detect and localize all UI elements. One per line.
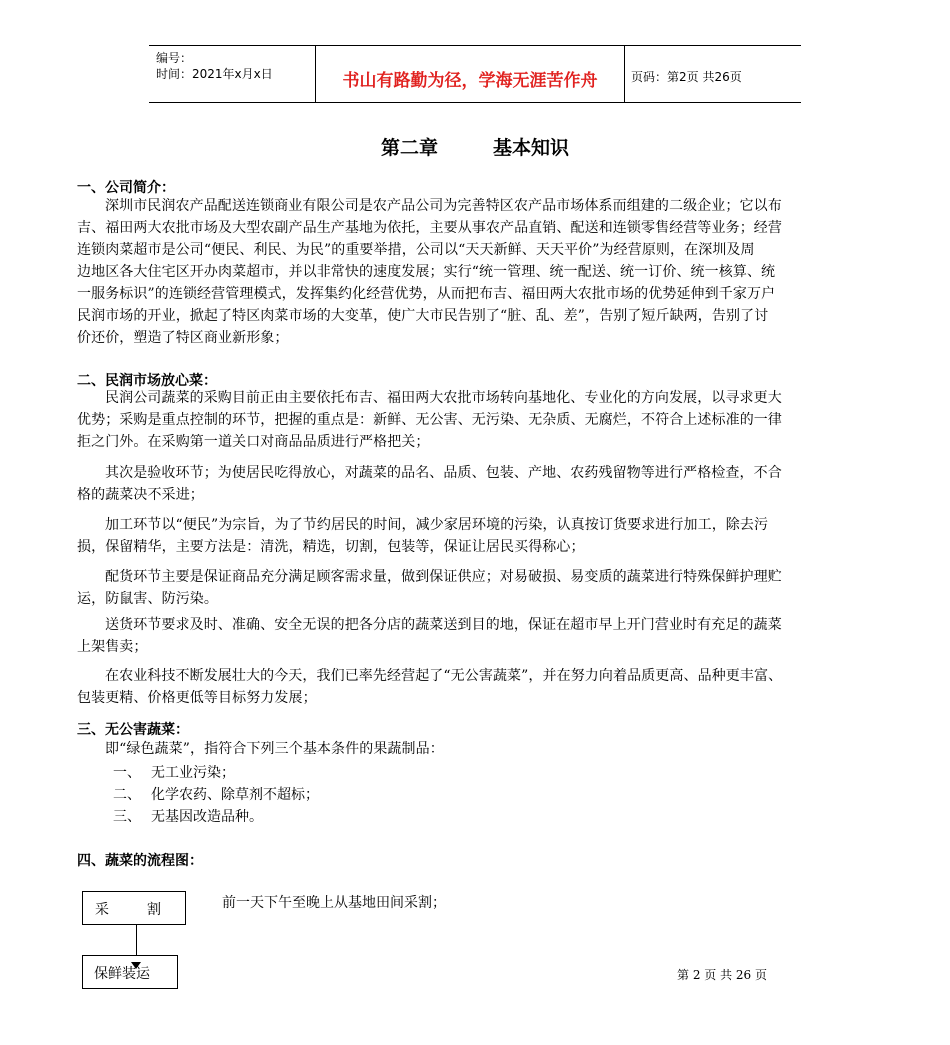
list-text: 无基因改造品种。	[151, 809, 263, 825]
header-meta	[149, 46, 315, 102]
list-number: 一、	[113, 765, 141, 781]
section-2-paragraph-1	[77, 387, 877, 453]
flow-step-char: 采	[95, 902, 109, 918]
flow-step-transport	[82, 955, 178, 989]
section-2-paragraph-2	[77, 462, 877, 506]
motto: 书山有路勤为径，学海无涯苦作舟	[342, 71, 598, 91]
text-line: 一服务标识”的连锁经营管理模式，发挥集约化经营优势，从而把布吉、福田两大农批市场的优势延伸到千家万户	[77, 286, 776, 302]
text-line: 连锁肉菜超市是公司“便民、利民、为民”的重要举措，公司以“天天新鲜、天天平价”为经营原则，在深圳及周	[77, 242, 755, 258]
text-line: 上架售卖；	[77, 639, 148, 655]
text-line: 民润市场的开业，掀起了特区肉菜市场的大变革，使广大市民告别了“脏、乱、差”，告别了短斤缺两，告别了讨	[77, 308, 769, 324]
text-line: 民润公司蔬菜的采购目前正由主要依托布吉、福田两大农批市场转向基地化、专业化的方向发展，以寻求更大	[105, 390, 782, 406]
text-line: 在农业科技不断发展壮大的今天，我们已率先经营起了“无公害蔬菜”，并在努力向着品质更高、品种更丰富、	[105, 668, 783, 684]
text-line: 损，保留精华，主要方法是：清洗，精选，切割，包装等，保证让居民买得称心；	[77, 539, 585, 555]
text-line: 运，防鼠害、防污染。	[77, 591, 218, 607]
text-line: 加工环节以“便民”为宗旨，为了节约居民的时间，减少家居环境的污染，认真按订货要求进行加工，除去污	[105, 517, 769, 533]
text-line: 拒之门外。在采购第一道关口对商品品质进行严格把关；	[77, 434, 430, 450]
list-number: 三、	[113, 809, 141, 825]
list-item	[113, 806, 263, 826]
section-3-intro	[77, 738, 877, 760]
section-2-paragraph-5	[77, 614, 877, 658]
text-line: 优势；采购是重点控制的环节，把握的重点是：新鲜、无公害、无污染、无杂质、无腐烂，不符合上述标准的一律	[77, 412, 782, 428]
flow-step-description: 前一天下午至晚上从基地田间采割；	[222, 895, 446, 911]
chapter-title	[0, 133, 950, 160]
text-line: 包装更精、价格更低等目标努力发展；	[77, 690, 317, 706]
list-text: 化学农药、除草剂不超标；	[151, 787, 319, 803]
section-2-paragraph-3	[77, 514, 877, 558]
section-1-paragraph	[77, 195, 877, 349]
document-header	[149, 45, 801, 103]
section-2-paragraph-6	[77, 665, 877, 709]
list-text: 无工业污染；	[151, 765, 235, 781]
section-heading-4: 四、蔬菜的流程图：	[77, 853, 203, 869]
text-line: 边地区各大住宅区开办肉菜超市，并以非常快的速度发展；实行“统一管理、统一配送、统一订价、统一核算、统	[77, 264, 776, 280]
flow-arrow-icon	[131, 962, 141, 969]
header-page-cell	[624, 46, 801, 102]
list-number: 二、	[113, 787, 141, 803]
list-item	[113, 784, 319, 804]
section-heading-1: 一、公司简介：	[77, 180, 175, 196]
list-item	[113, 762, 235, 782]
text-line: 送货环节要求及时、准确、安全无误的把各分店的蔬菜送到目的地，保证在超市早上开门营业时有充足的蔬菜	[105, 617, 782, 633]
text-line: 即“绿色蔬菜”，指符合下列三个基本条件的果蔬制品：	[105, 741, 444, 757]
section-2-paragraph-4	[77, 566, 877, 610]
text-line: 深圳市民润农产品配送连锁商业有限公司是农产品公司为完善特区农产品市场体系而组建的二级企业；它以布	[105, 198, 782, 214]
text-line: 格的蔬菜决不采进；	[77, 487, 204, 503]
text-line: 价还价，塑造了特区商业新形象；	[77, 330, 289, 346]
page-footer: 第 2 页 共 26 页	[677, 968, 767, 982]
header-motto-cell	[315, 46, 625, 102]
page-label: 页码：第2页 共26页	[631, 70, 742, 84]
text-line: 其次是验收环节；为使居民吃得放心，对蔬菜的品名、品质、包装、产地、农药残留物等进行严格检查，不合	[105, 465, 782, 481]
text-line: 吉、福田两大农批市场及大型农副产品生产基地为依托，主要从事农产品直销、配送和连锁零售经营等业务；经营	[77, 220, 782, 236]
time-label: 时间：2021年x月x日	[156, 67, 273, 81]
number-label: 编号：	[156, 51, 193, 65]
flow-step-label: 保鲜装运	[94, 966, 150, 982]
flow-step-char: 割	[147, 902, 161, 918]
text-line: 配货环节主要是保证商品充分满足顾客需求量，做到保证供应；对易破损、易变质的蔬菜进行特殊保鲜护理贮	[105, 569, 782, 585]
section-heading-3: 三、无公害蔬菜：	[77, 722, 189, 738]
section-heading-2: 二、民润市场放心菜：	[77, 373, 217, 389]
chapter-number: 第二章	[380, 137, 438, 159]
chapter-name: 基本知识	[493, 137, 570, 159]
flow-step-harvest	[82, 891, 186, 925]
